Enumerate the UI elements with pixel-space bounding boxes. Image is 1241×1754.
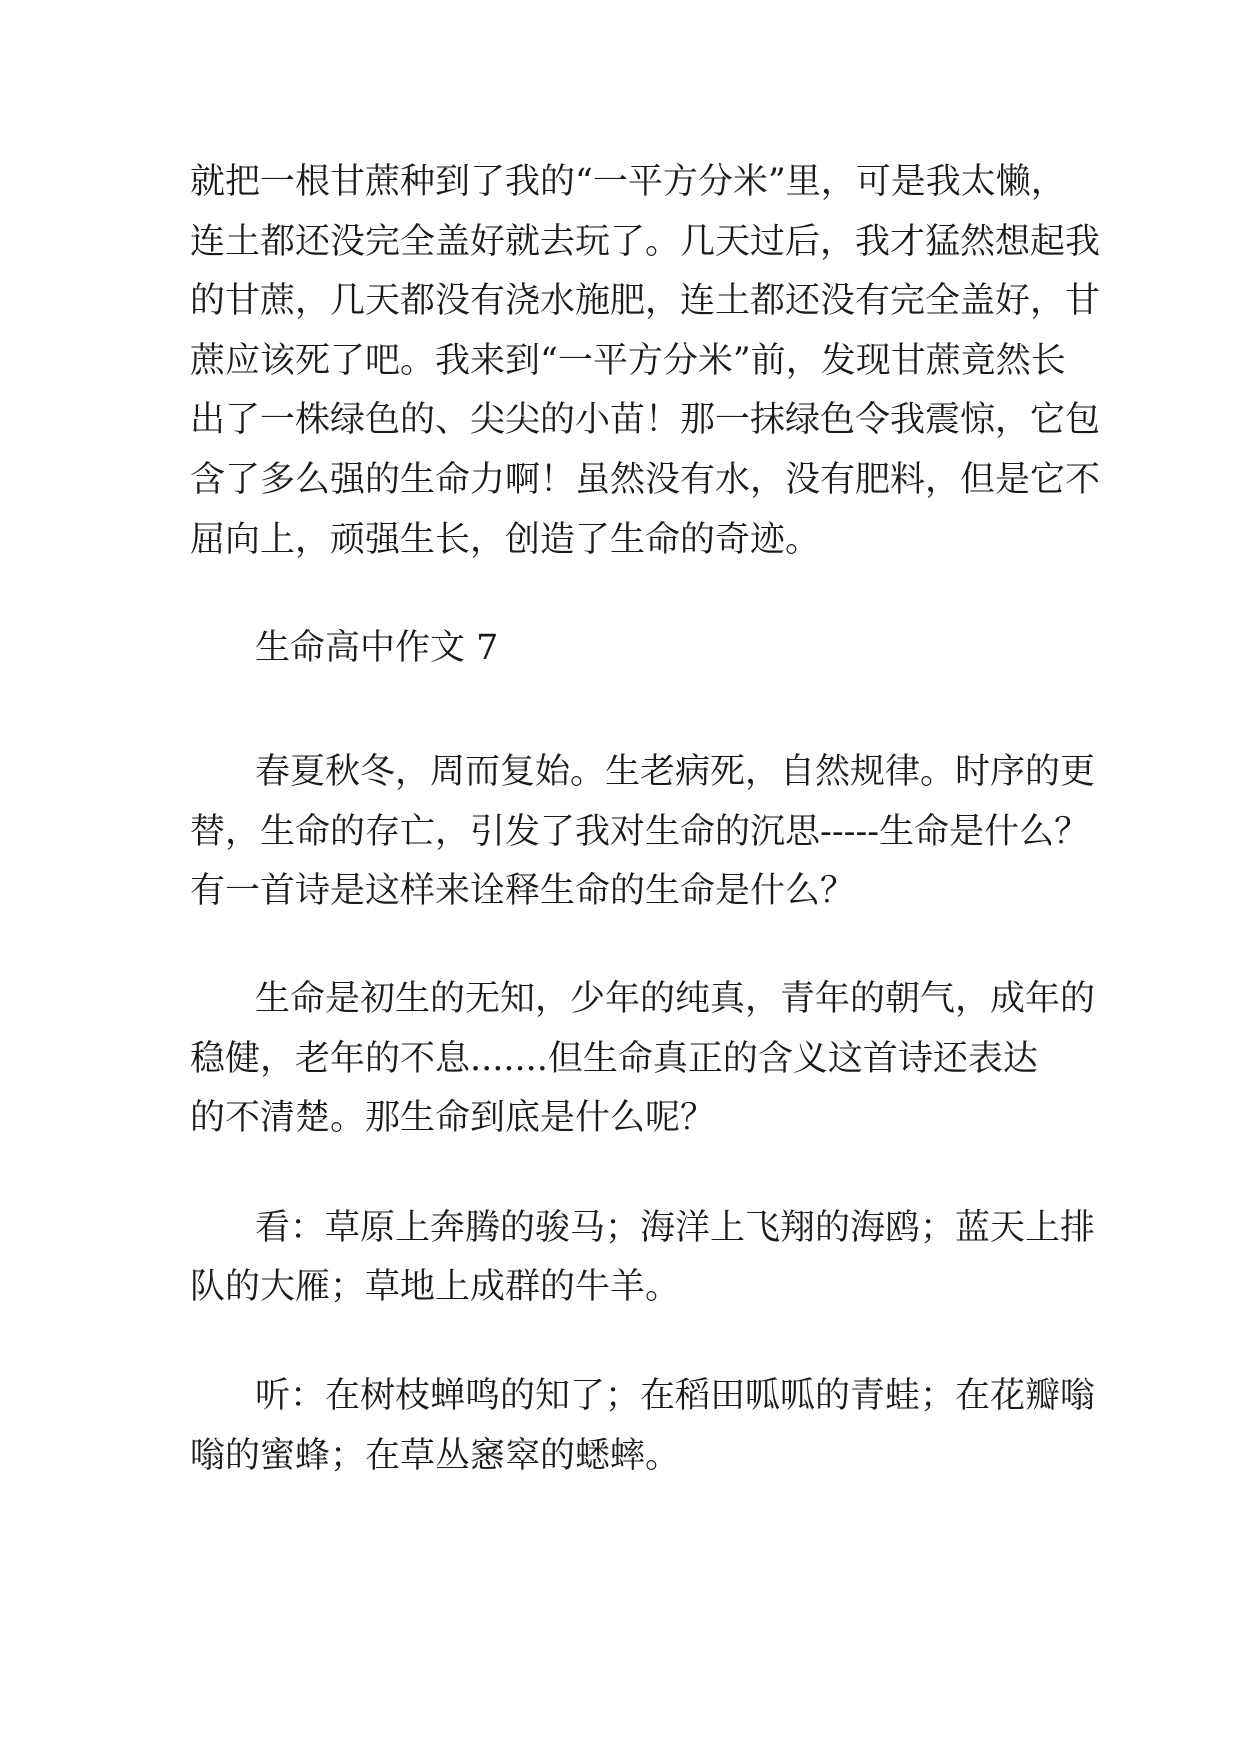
body-text-line: 的不清楚。那生命到底是什么呢？	[190, 1098, 716, 1138]
body-text-line: 稳健，老年的不息.......但生命真正的含义这首诗还表达	[190, 1039, 1038, 1079]
body-text-line: 含了多么强的生命力啊！虽然没有水，没有肥料，但是它不	[190, 460, 1101, 500]
body-text-line: 春夏秋冬，周而复始。生老病死，自然规律。时序的更	[255, 752, 1096, 792]
body-text-line: 嗡的蜜蜂；在草丛窸窣的蟋蟀。	[190, 1436, 681, 1476]
body-text-line: 连土都还没完全盖好就去玩了。几天过后，我才猛然想起我	[190, 222, 1101, 262]
body-text-line: 队的大雁；草地上成群的牛羊。	[190, 1267, 681, 1307]
body-text-line: 生命是初生的无知，少年的纯真，青年的朝气，成年的	[255, 979, 1096, 1019]
body-text-line: 蔗应该死了吧。我来到“一平方分米”前，发现甘蔗竟然长	[190, 341, 1066, 381]
body-text-line: 屈向上，顽强生长，创造了生命的奇迹。	[190, 520, 821, 560]
body-text-line: 看：草原上奔腾的骏马；海洋上飞翔的海鸥；蓝天上排	[255, 1208, 1096, 1248]
body-text-line: 就把一根甘蔗种到了我的“一平方分米”里，可是我太懒，	[190, 162, 1066, 202]
body-text-line: 出了一株绿色的、尖尖的小苗！那一抹绿色令我震惊，它包	[190, 400, 1101, 440]
body-text-line: 有一首诗是这样来诠释生命的生命是什么？	[190, 871, 856, 911]
body-text-line: 听：在树枝蝉鸣的知了；在稻田呱呱的青蛙；在花瓣嗡	[255, 1376, 1096, 1416]
body-text-line: 替，生命的存亡，引发了我对生命的沉思-----生命是什么？	[190, 812, 1090, 852]
section-heading: 生命高中作文 7	[255, 628, 499, 668]
body-text-line: 的甘蔗，几天都没有浇水施肥，连土都还没有完全盖好，甘	[190, 281, 1101, 321]
